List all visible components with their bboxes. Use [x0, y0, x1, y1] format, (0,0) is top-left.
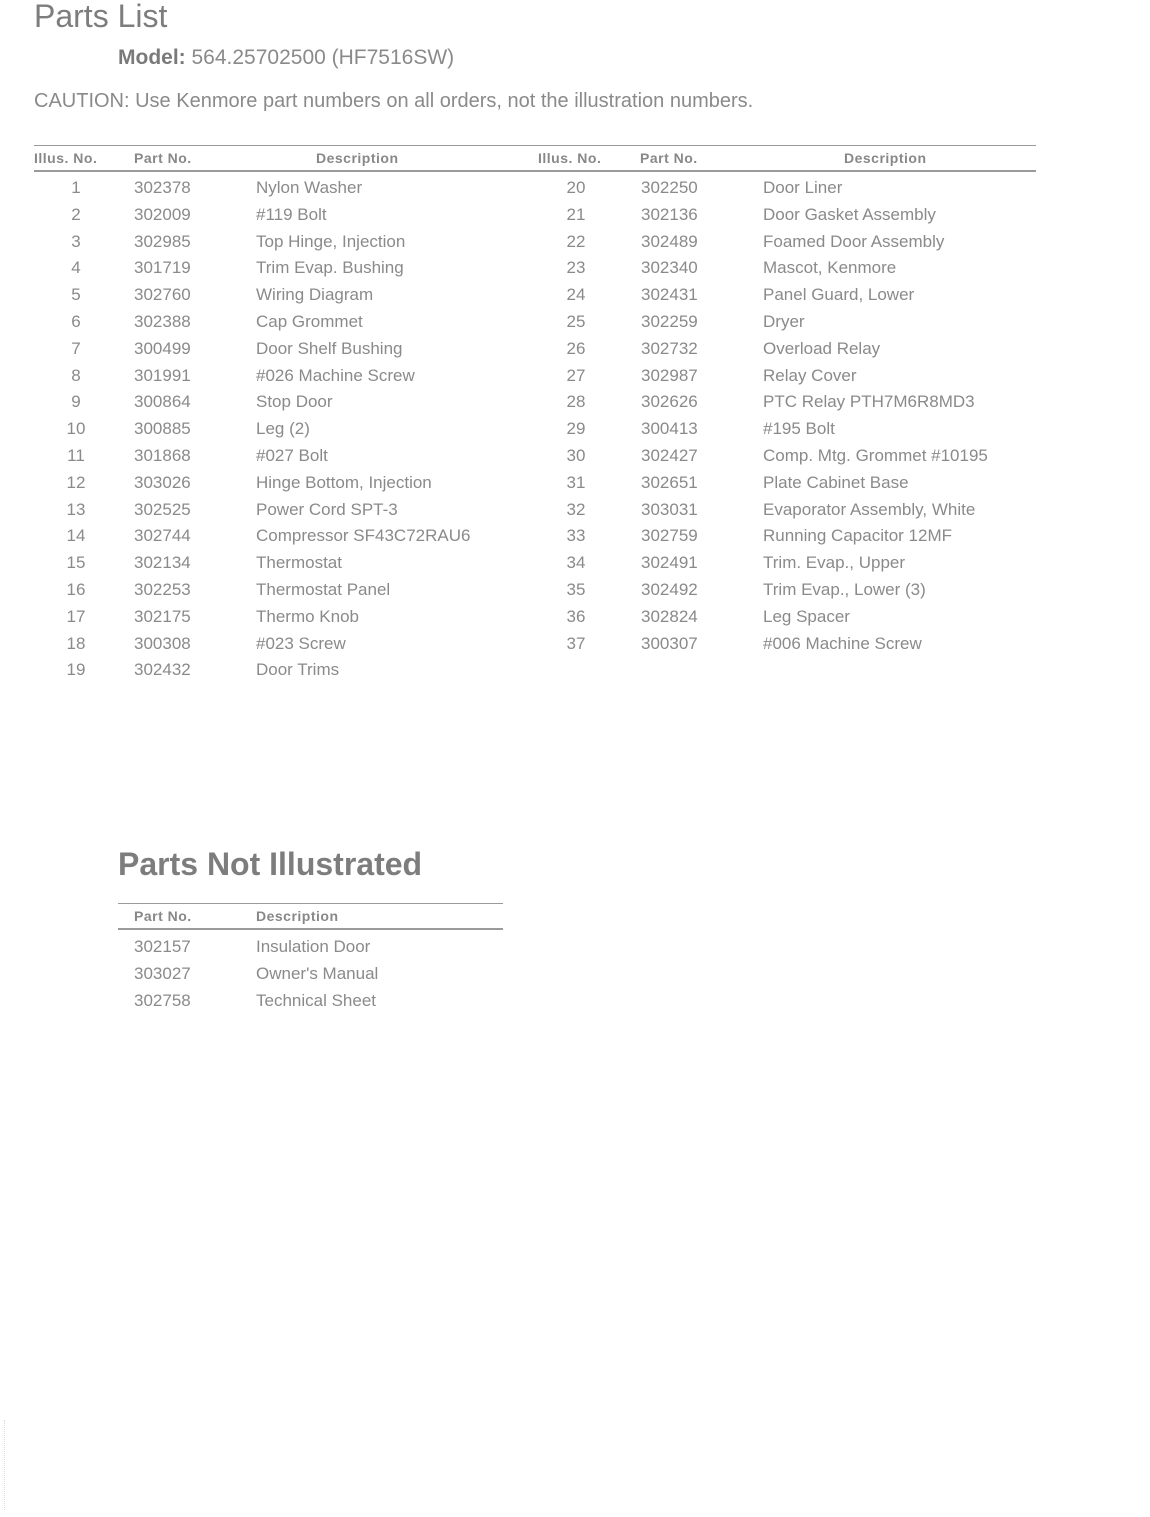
part-no-cell: 302987 [641, 365, 698, 385]
part-no-cell: 302489 [641, 231, 698, 251]
illus-no-cell: 20 [566, 178, 586, 197]
illus-no-cell: 12 [66, 472, 86, 492]
description-cell: Stop Door [256, 392, 333, 412]
table-top-rule [34, 145, 1036, 146]
part-no-cell: 301868 [134, 446, 191, 465]
part-no-cell: 302431 [641, 285, 698, 305]
illus-no-cell: 28 [566, 392, 586, 412]
part-no-cell: 302259 [641, 312, 698, 331]
part-no-cell: 302175 [134, 606, 191, 626]
illus-no-cell: 33 [566, 526, 586, 546]
description-cell: Dryer [763, 312, 805, 331]
part-no-cell: 302824 [641, 606, 698, 626]
illus-no-cell: 7 [71, 338, 81, 358]
illus-no-cell: 14 [66, 526, 86, 546]
description-cell: Trim Evap., Lower (3) [763, 580, 926, 599]
part-no-cell: 302985 [134, 231, 191, 251]
col-header-part-right: Part No. [640, 150, 698, 166]
description-cell: Compressor SF43C72RAU6 [256, 526, 471, 546]
part-no-cell: 300864 [134, 392, 191, 412]
part-no-cell: 303031 [641, 499, 698, 519]
part-no-cell: 302388 [134, 312, 191, 331]
part-no-cell: 302378 [134, 178, 191, 197]
description-cell: Trim. Evap., Upper [763, 553, 906, 573]
illus-no-cell: 4 [71, 258, 81, 278]
description-cell: PTC Relay PTH7M6R8MD3 [763, 392, 975, 412]
description-cell: Door Gasket Assembly [763, 204, 936, 224]
part-no-cell: 302525 [134, 499, 191, 519]
description-cell: Comp. Mtg. Grommet #10195 [763, 446, 988, 465]
description-cell: #119 Bolt [256, 204, 327, 224]
illus-no-cell: 16 [66, 580, 86, 599]
part-no-cell: 302492 [641, 580, 698, 599]
description-cell: Running Capacitor 12MF [763, 526, 952, 546]
illus-no-cell: 13 [66, 499, 86, 519]
description-cell: Panel Guard, Lower [763, 285, 915, 305]
part-no-cell: 302758 [134, 990, 191, 1010]
illus-no-cell: 22 [566, 231, 586, 251]
part-no-cell: 302250 [641, 178, 698, 197]
illus-no-cell: 30 [566, 446, 586, 465]
illus-no-cell: 27 [566, 365, 586, 385]
illus-no-cell: 9 [71, 392, 81, 412]
description-cell: Leg (2) [256, 419, 310, 439]
description-cell: Insulation Door [256, 937, 371, 956]
section-title-not-illustrated: Parts Not Illustrated [118, 846, 423, 882]
part-no-cell: 302136 [641, 204, 698, 224]
illus-no-cell: 35 [566, 580, 586, 599]
part-no-cell: 302491 [641, 553, 698, 573]
description-cell: Relay Cover [763, 365, 857, 385]
ni-header-rule [118, 928, 503, 930]
illus-no-cell: 15 [66, 553, 86, 573]
part-no-cell: 301991 [134, 365, 191, 385]
part-no-cell: 302651 [641, 472, 698, 492]
part-no-cell: 302009 [134, 204, 191, 224]
ni-top-rule [118, 903, 503, 904]
description-cell: #195 Bolt [763, 419, 835, 439]
description-cell: Thermostat Panel [256, 580, 391, 599]
part-no-cell: 302759 [641, 526, 698, 546]
col-header-desc-left: Description [316, 150, 399, 166]
illus-no-cell: 34 [566, 553, 586, 573]
ni-col-header-desc: Description [256, 908, 339, 924]
col-header-part-left: Part No. [134, 150, 192, 166]
illus-no-cell: 36 [566, 606, 586, 626]
part-no-cell: 302427 [641, 446, 698, 465]
illus-no-cell: 37 [566, 633, 586, 653]
part-no-cell: 303027 [134, 963, 191, 983]
description-cell: Leg Spacer [763, 606, 850, 626]
description-cell: Top Hinge, Injection [256, 231, 406, 251]
table-header-rule [34, 170, 1036, 172]
col-header-illus-left: Illus. No. [34, 150, 98, 166]
illus-no-cell: 11 [67, 446, 85, 465]
part-no-cell: 300307 [641, 633, 698, 653]
part-no-cell: 302134 [134, 553, 191, 573]
illus-no-cell: 6 [71, 312, 81, 331]
part-no-cell: 302432 [134, 660, 191, 680]
model-line [118, 46, 454, 70]
part-no-cell: 302744 [134, 526, 191, 546]
model-value: 564.25702500 (HF7516SW) [191, 46, 455, 69]
description-cell: Door Liner [763, 178, 843, 197]
illus-no-cell: 8 [71, 365, 81, 385]
illus-no-cell: 32 [566, 499, 586, 519]
illus-no-cell: 17 [66, 606, 86, 626]
description-cell: Power Cord SPT-3 [256, 499, 398, 519]
col-header-illus-right: Illus. No. [538, 150, 602, 166]
part-no-cell: 302732 [641, 338, 698, 358]
description-cell: Technical Sheet [256, 990, 377, 1010]
part-no-cell: 302626 [641, 392, 698, 412]
description-cell: Thermo Knob [256, 606, 359, 626]
illus-no-cell: 21 [566, 204, 586, 224]
illus-no-cell: 18 [66, 633, 86, 653]
description-cell: Door Shelf Bushing [256, 338, 403, 358]
model-label: Model: [118, 46, 186, 69]
part-no-cell: 302253 [134, 580, 191, 599]
description-cell: #006 Machine Screw [763, 633, 922, 653]
description-cell: Thermostat [256, 553, 342, 573]
description-cell: Plate Cabinet Base [763, 472, 909, 492]
illus-no-cell: 23 [566, 258, 586, 278]
part-no-cell: 300885 [134, 419, 191, 439]
description-cell: Foamed Door Assembly [763, 231, 945, 251]
illus-no-cell: 25 [566, 312, 586, 331]
part-no-cell: 302340 [641, 258, 698, 278]
description-cell: Nylon Washer [256, 178, 363, 197]
illus-no-cell: 2 [71, 204, 81, 224]
illus-no-cell: 10 [66, 419, 86, 439]
description-cell: #023 Screw [256, 633, 346, 653]
part-no-cell: 300499 [134, 338, 191, 358]
scan-mark [4, 1420, 11, 1510]
illus-no-cell: 26 [566, 338, 586, 358]
description-cell: Evaporator Assembly, White [763, 499, 976, 519]
description-cell: Cap Grommet [256, 312, 363, 331]
illus-no-cell: 24 [566, 285, 586, 305]
description-cell: Overload Relay [763, 338, 881, 358]
illus-no-cell: 31 [566, 472, 586, 492]
page-title: Parts List [34, 0, 168, 34]
col-header-desc-right: Description [844, 150, 927, 166]
illus-no-cell: 1 [71, 178, 81, 197]
part-no-cell: 303026 [134, 472, 191, 492]
ni-col-header-part: Part No. [134, 908, 192, 924]
part-no-cell: 300308 [134, 633, 191, 653]
caution-note: CAUTION: Use Kenmore part numbers on all orders, not the illustration numbers. [34, 90, 754, 112]
description-cell: Mascot, Kenmore [763, 258, 897, 278]
part-no-cell: 300413 [641, 419, 698, 439]
description-cell: #027 Bolt [256, 446, 328, 465]
illus-no-cell: 3 [71, 231, 81, 251]
description-cell: Trim Evap. Bushing [256, 258, 404, 278]
description-cell: Door Trims [256, 660, 340, 680]
description-cell: Owner's Manual [256, 963, 379, 983]
part-no-cell: 302157 [134, 937, 191, 956]
description-cell: Hinge Bottom, Injection [256, 472, 432, 492]
illus-no-cell: 29 [566, 419, 586, 439]
part-no-cell: 302760 [134, 285, 191, 305]
illus-no-cell: 19 [66, 660, 86, 680]
description-cell: #026 Machine Screw [256, 365, 415, 385]
description-cell: Wiring Diagram [256, 285, 374, 305]
part-no-cell: 301719 [134, 258, 191, 278]
illus-no-cell: 5 [71, 285, 81, 305]
